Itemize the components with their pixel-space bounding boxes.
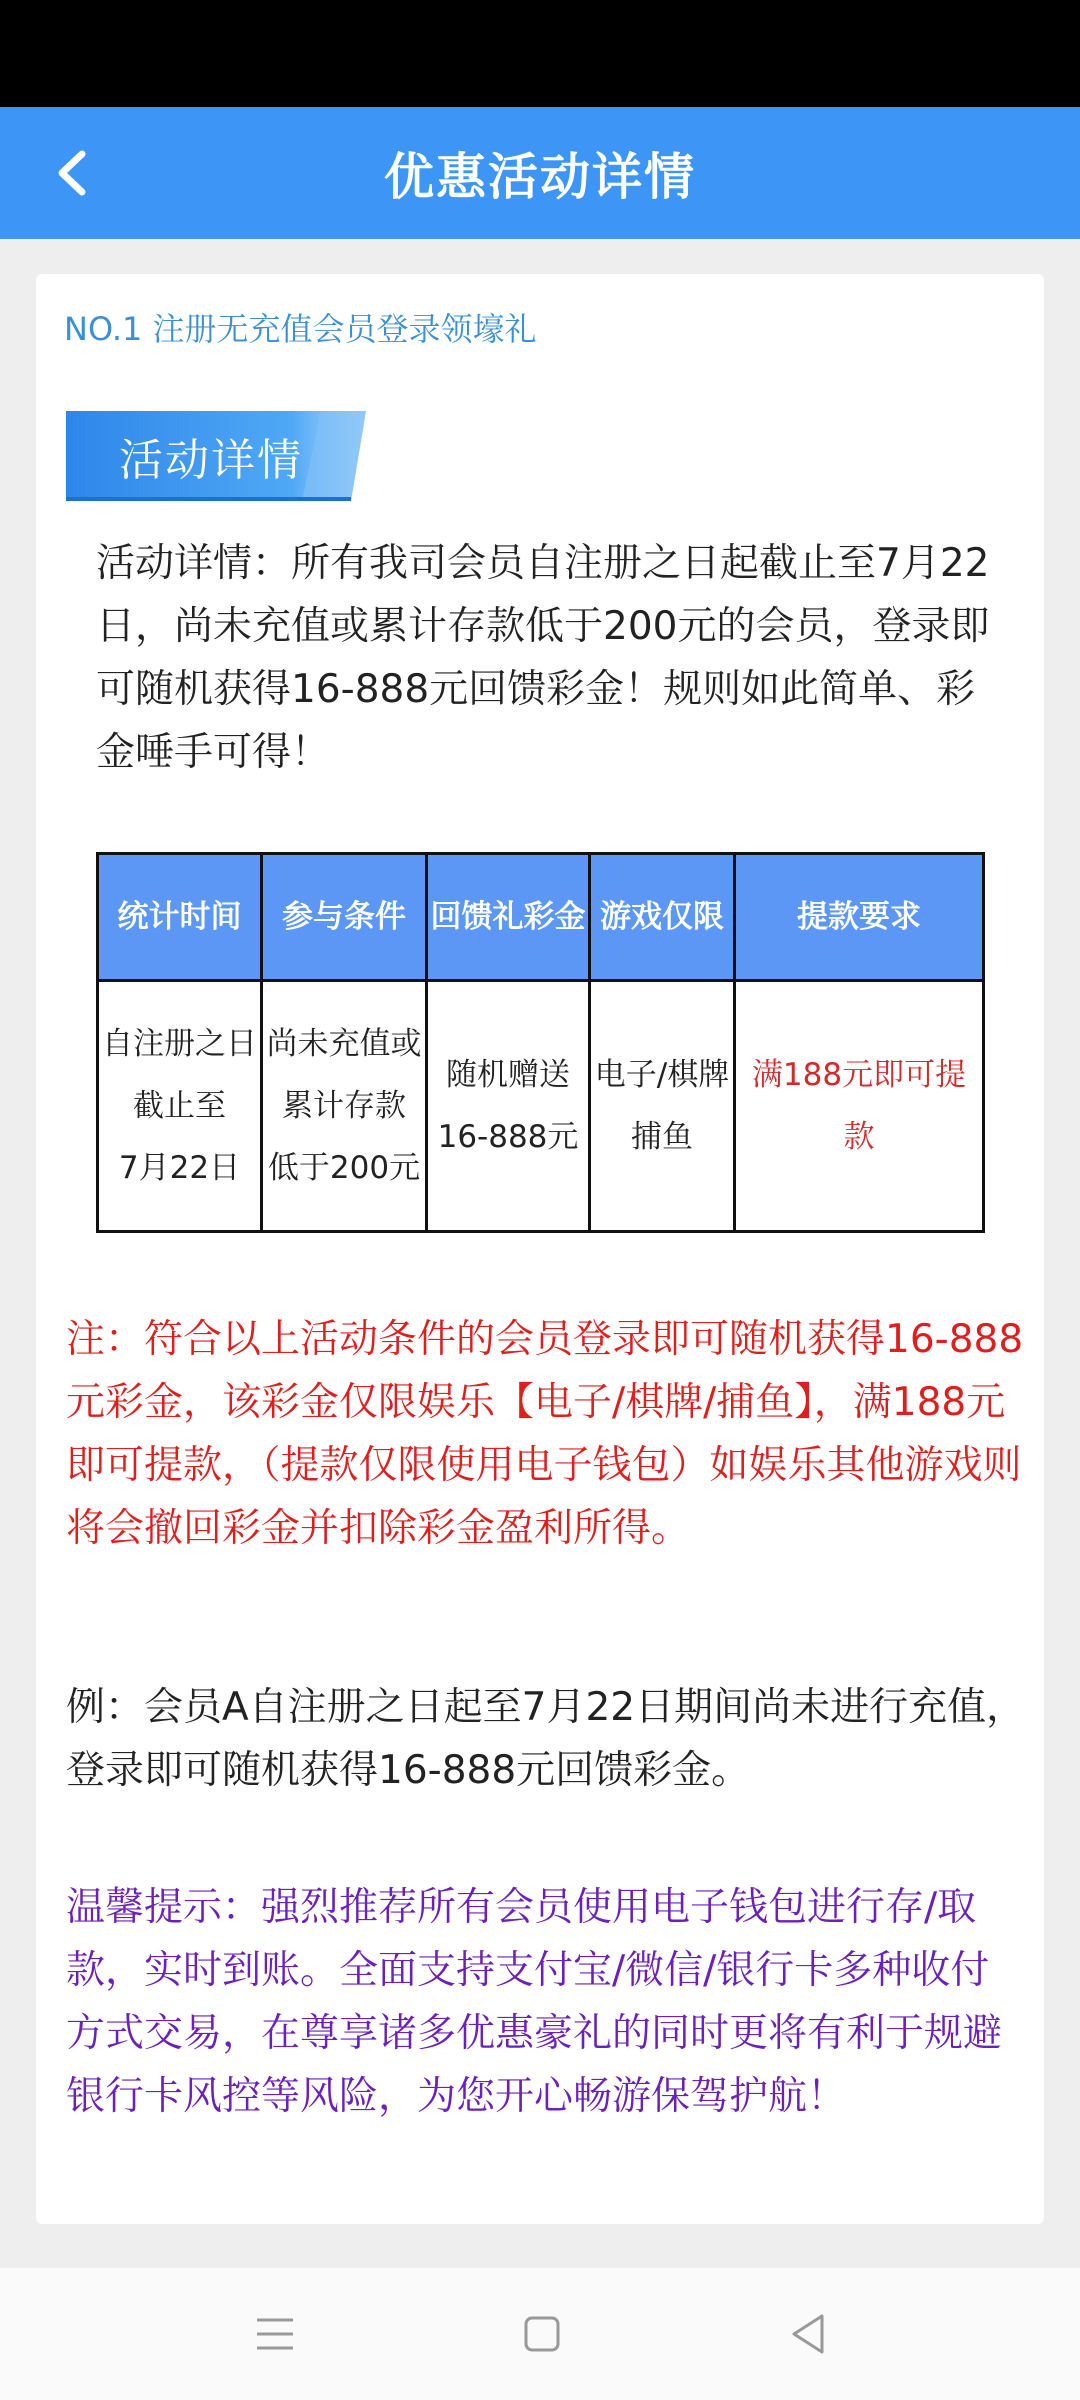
back-triangle-icon xyxy=(788,2312,828,2356)
table-header-cell: 统计时间 xyxy=(98,854,262,981)
app-header xyxy=(0,107,1080,239)
back-button[interactable] xyxy=(36,137,108,209)
section-banner xyxy=(66,411,366,501)
menu-icon xyxy=(253,2314,297,2354)
promo-card xyxy=(36,274,1044,2224)
table-header-cell: 回馈礼彩金 xyxy=(427,854,590,981)
table-cell-withdrawal xyxy=(735,981,984,1232)
recent-apps-button[interactable] xyxy=(245,2304,305,2364)
cell-line: 低于200元 xyxy=(267,1150,421,1186)
cell-line: 捕鱼 xyxy=(631,1119,693,1155)
table-header-cell: 提款要求 xyxy=(735,854,984,981)
table-header-cell: 参与条件 xyxy=(262,854,427,981)
cell-line: 16-888元 xyxy=(437,1119,579,1155)
status-bar xyxy=(0,0,1080,107)
rules-table xyxy=(96,852,985,1233)
table-cell-condition xyxy=(262,981,427,1232)
cell-line: 7月22日 xyxy=(118,1150,241,1186)
cell-line: 随机赠送 xyxy=(446,1057,570,1093)
example-text: 例：会员A自注册之日起至7月22日期间尚未进行充值，登录即可随机获得16-888元回馈彩金。 xyxy=(66,1685,1026,1793)
section-label: 活动详情 xyxy=(119,435,303,486)
back-nav-button[interactable] xyxy=(778,2304,838,2364)
page-title: 优惠活动详情 xyxy=(384,148,696,206)
table-header-row xyxy=(98,854,984,981)
home-square-icon xyxy=(522,2314,562,2354)
cell-line: 截止至 xyxy=(133,1088,226,1124)
table-cell-bonus xyxy=(427,981,590,1232)
system-nav-bar xyxy=(0,2268,1080,2400)
table-header-cell: 游戏仅限 xyxy=(590,854,735,981)
tip-text: 温馨提示：强烈推荐所有会员使用电子钱包进行存/取款，实时到账。全面支持支付宝/微信/银行卡多种收付方式交易，在尊享诸多优惠豪礼的同时更将有利于规避银行卡风控等风险，为您开心畅游保驾护航！ xyxy=(66,1885,1003,2119)
promo-title: NO.1 注册无充值会员登录领壕礼 xyxy=(64,310,537,348)
chevron-left-icon xyxy=(52,148,92,198)
table-row xyxy=(98,981,984,1232)
cell-line: 自注册之日 xyxy=(102,1026,257,1062)
cell-line: 满188元即可提款 xyxy=(751,1057,967,1155)
home-button[interactable] xyxy=(512,2304,572,2364)
table-cell-period xyxy=(98,981,262,1232)
note-text: 注：符合以上活动条件的会员登录即可随机获得16-888元彩金，该彩金仅限娱乐【电子/棋牌/捕鱼】，满188元即可提款，（提款仅限使用电子钱包）如娱乐其他游戏则将会撤回彩金并扣除彩金盈利所得。 xyxy=(66,1317,1024,1551)
cell-line: 电子/棋牌 xyxy=(594,1057,730,1093)
cell-line: 尚未充值或累计存款 xyxy=(266,1026,422,1124)
table-cell-games xyxy=(590,981,735,1232)
intro-text: 活动详情：所有我司会员自注册之日起截止至7月22日，尚未充值或累计存款低于200元的会员，登录即可随机获得16-888元回馈彩金！规则如此简单、彩金唾手可得！ xyxy=(96,541,990,775)
